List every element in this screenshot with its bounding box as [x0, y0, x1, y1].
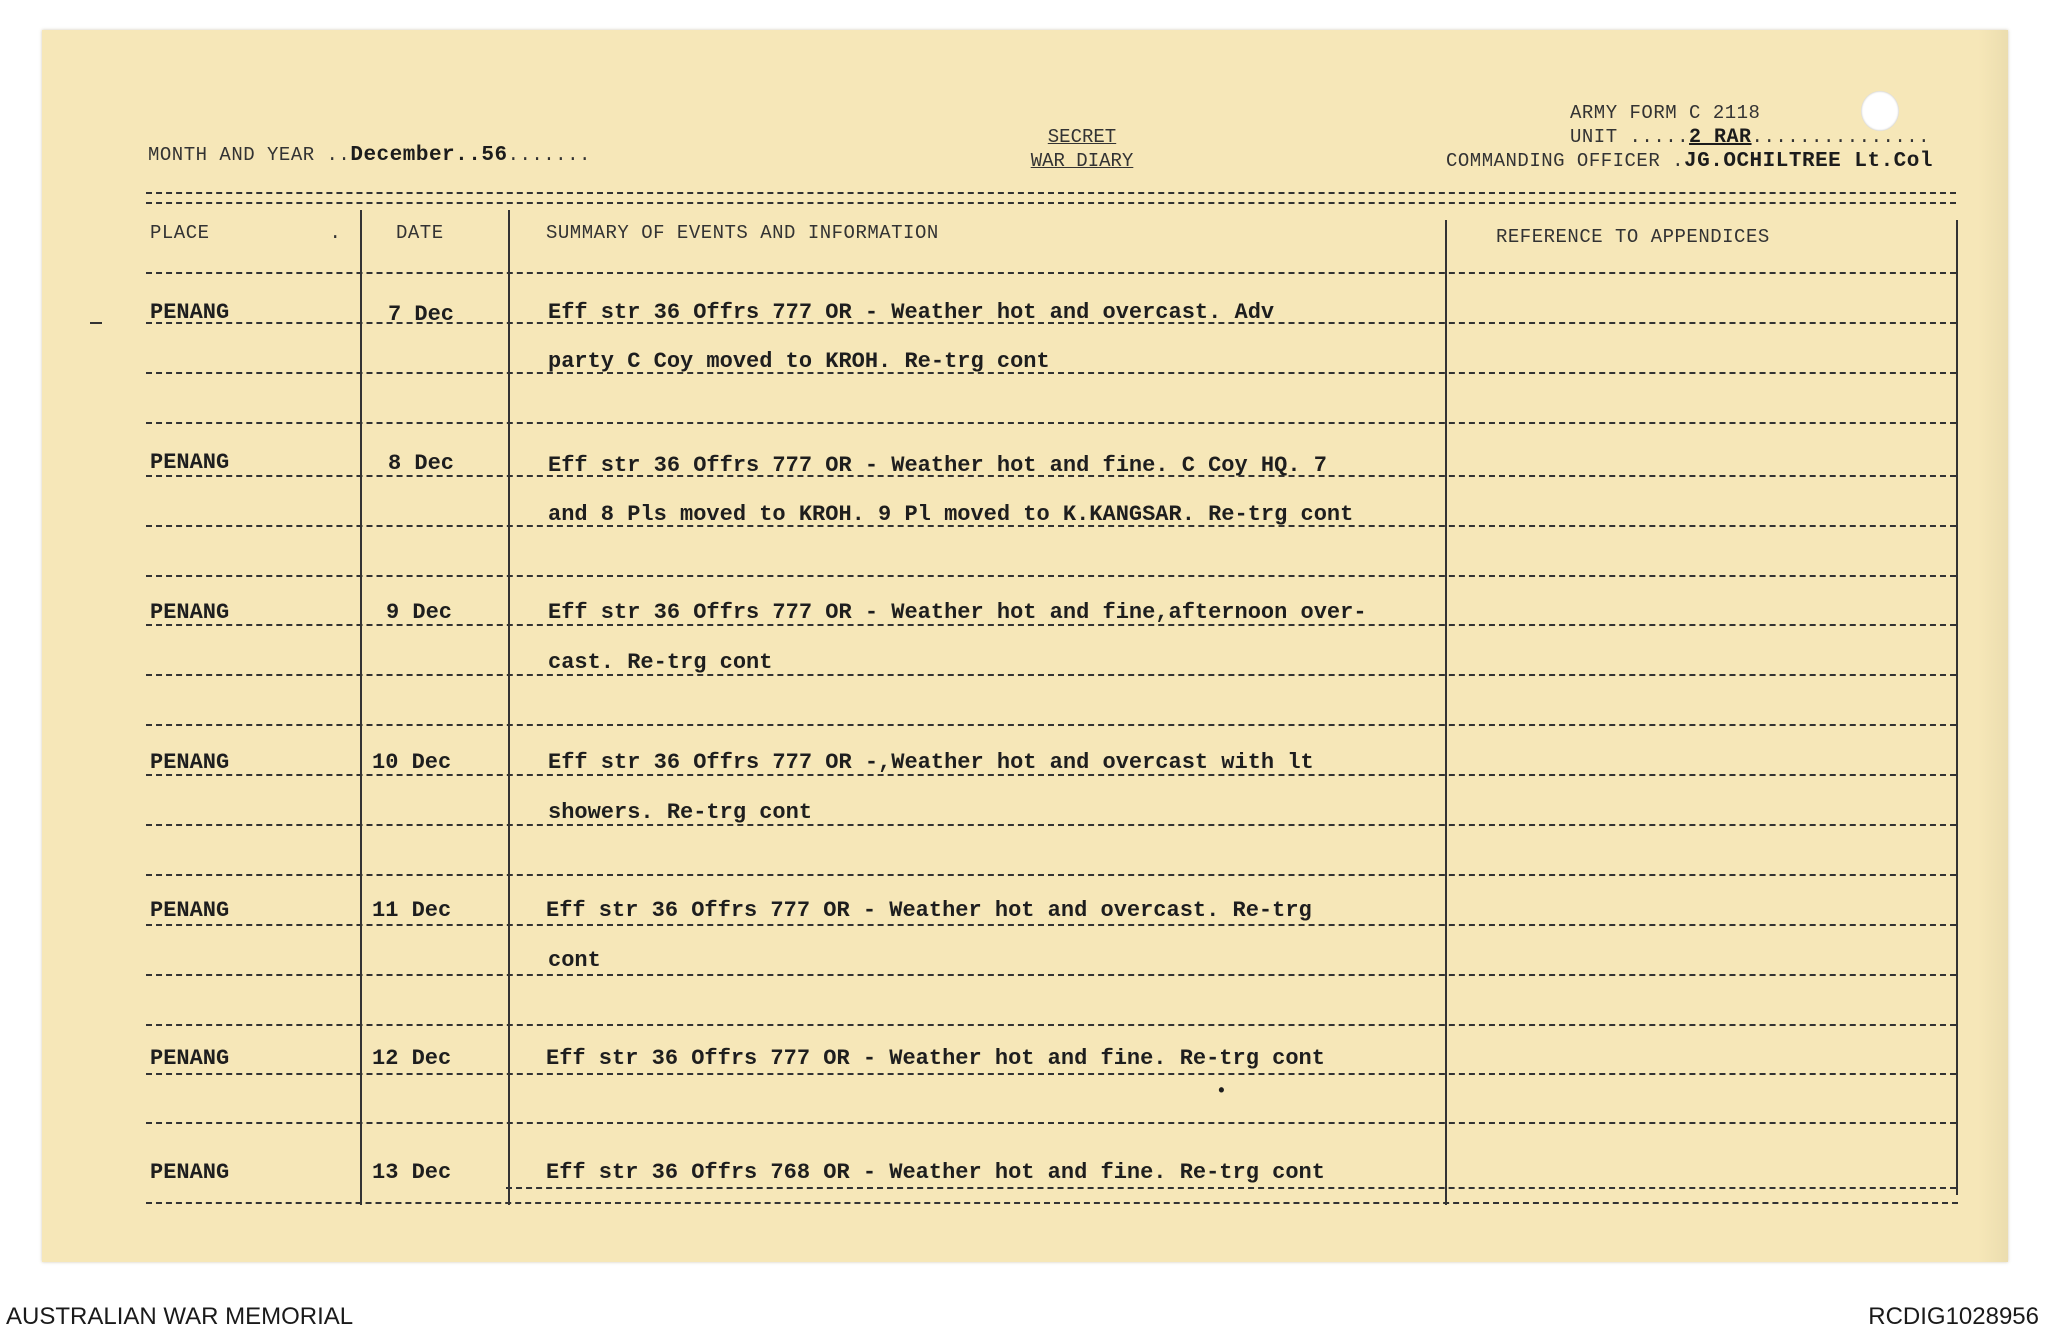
stray-typewriter-dot: • [1216, 1082, 1227, 1102]
commanding-officer-row [1446, 150, 1933, 173]
header-bottom-rule [146, 272, 1956, 274]
date-cell: 10 Dec [372, 750, 452, 775]
date-cell: 11 Dec [372, 898, 452, 923]
unit-label: UNIT ..... [1570, 126, 1690, 148]
summary-line: cast. Re-trg cont [548, 650, 773, 675]
place-cell: PENANG [150, 450, 230, 475]
secret-label: SECRET [1047, 126, 1117, 148]
unit-value: 2 RAR [1689, 126, 1752, 149]
row-rule [146, 824, 1956, 826]
row-rule [146, 575, 1956, 577]
summary-line: Eff str 36 Offrs 768 OR - Weather hot and fine. Re-trg cont [546, 1160, 1325, 1185]
column-header-place [150, 222, 341, 244]
summary-line: cont [548, 948, 601, 973]
table-bottom-rule [506, 1187, 1956, 1189]
col-divider-place [360, 210, 362, 1205]
date-cell: 13 Dec [372, 1160, 452, 1185]
month-year-row [148, 144, 591, 167]
summary-line: Eff str 36 Offrs 777 OR -,Weather hot and overcast with lt [548, 750, 1314, 775]
row-rule [146, 372, 1956, 374]
footer-record-id: RCDIG1028956 [1868, 1303, 2039, 1330]
document-title [1002, 125, 1162, 173]
summary-line: Eff str 36 Offrs 777 OR - Weather hot and fine,afternoon over- [548, 600, 1367, 625]
place-cell: PENANG [150, 600, 230, 625]
summary-line: Eff str 36 Offrs 777 OR - Weather hot and overcast. Adv [548, 300, 1275, 325]
place-cell: PENANG [150, 1160, 230, 1185]
row-rule [146, 1122, 1956, 1124]
summary-line: party C Coy moved to KROH. Re-trg cont [548, 349, 1050, 374]
co-label: COMMANDING OFFICER . [1446, 150, 1685, 172]
war-diary-label: WAR DIARY [1030, 150, 1134, 172]
place-cell: PENANG [150, 750, 230, 775]
footer-archive-name: AUSTRALIAN WAR MEMORIAL [6, 1303, 354, 1330]
col-divider-summary [1445, 220, 1447, 1205]
place-cell: PENANG [150, 300, 230, 325]
unit-dots: ............... [1751, 126, 1931, 148]
month-year-dots: ....... [507, 144, 591, 166]
diary-table [146, 192, 1958, 1207]
date-cell: 12 Dec [372, 1046, 452, 1071]
date-cell: 8 Dec [388, 451, 455, 476]
army-form-number: ARMY FORM C 2118 [1570, 102, 1761, 124]
column-header-summary: SUMMARY OF EVENTS AND INFORMATION [546, 222, 939, 244]
table-bottom-rule-2 [146, 1202, 1958, 1204]
place-cell: PENANG [150, 1046, 230, 1071]
row-rule [146, 674, 1956, 676]
row-rule [146, 1024, 1956, 1026]
punch-hole [1861, 91, 1899, 131]
month-year-label: MONTH AND YEAR .. [148, 144, 351, 166]
summary-line: Eff str 36 Offrs 777 OR - Weather hot and overcast. Re-trg [546, 898, 1312, 923]
place-cell: PENANG [150, 898, 230, 923]
row-rule [146, 724, 1956, 726]
column-header-date: DATE [396, 222, 444, 244]
col-divider-date [508, 210, 510, 1205]
table-top-rule-2 [146, 202, 1956, 204]
row-rule [146, 422, 1956, 424]
row-rule [146, 924, 1956, 926]
co-value: JG.OCHILTREE Lt.Col [1684, 150, 1933, 173]
unit-row [1570, 126, 1930, 149]
column-header-reference: REFERENCE TO APPENDICES [1496, 226, 1770, 248]
table-top-rule [146, 192, 1956, 194]
row-rule [146, 1073, 1956, 1075]
row-rule [146, 974, 1956, 976]
summary-line: Eff str 36 Offrs 777 OR - Weather hot and fine. Re-trg cont [546, 1046, 1325, 1071]
place-header-dot: . [329, 222, 342, 244]
summary-line: showers. Re-trg cont [548, 800, 813, 825]
paper-edge-shade [1978, 30, 2008, 1262]
row-rule [146, 874, 1956, 876]
col-divider-right [1956, 220, 1958, 1195]
summary-line: Eff str 36 Offrs 777 OR - Weather hot and fine. C Coy HQ. 7 [548, 453, 1327, 478]
date-cell: 7 Dec [388, 302, 455, 327]
place-header-text: PLACE [150, 222, 210, 244]
date-cell: 9 Dec [386, 600, 453, 625]
margin-tick [90, 322, 102, 324]
summary-line: and 8 Pls moved to KROH. 9 Pl moved to K.KANGSAR. Re-trg cont [548, 502, 1354, 527]
month-year-value: December..56 [350, 144, 508, 167]
